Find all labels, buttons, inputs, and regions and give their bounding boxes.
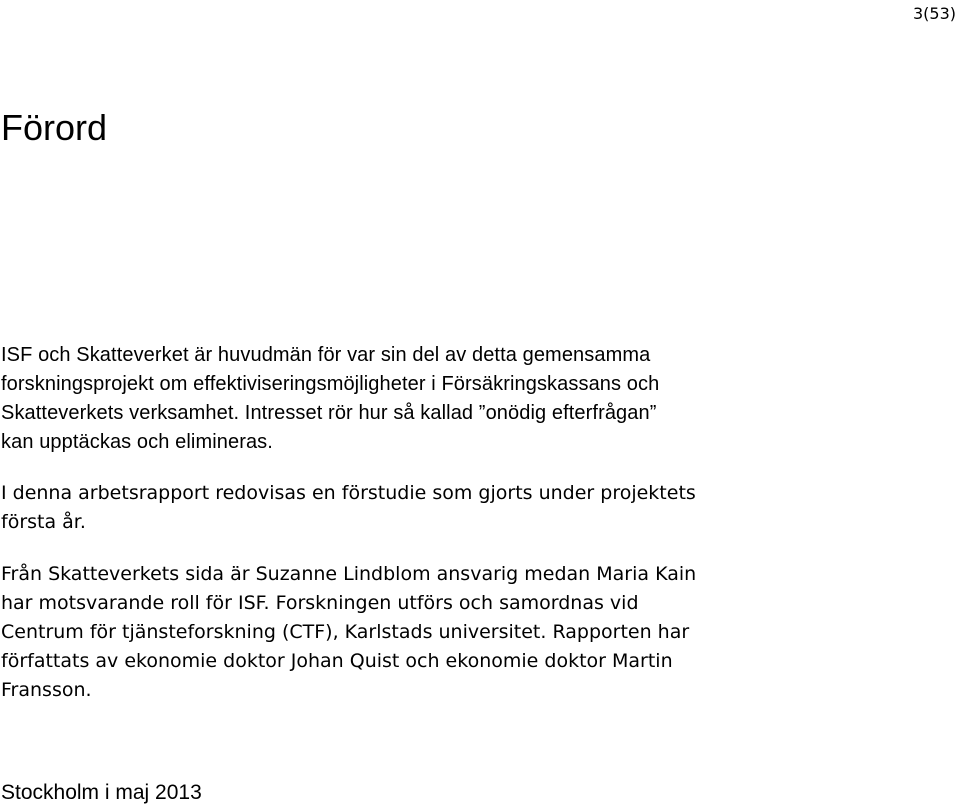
paragraph-line: forskningsprojekt om effektiviseringsmöjligheter i Försäkringskassans och [1, 373, 660, 395]
paragraph-report [1, 479, 791, 537]
paragraph-line: ISF och Skatteverket är huvudmän för var sin del av detta gemensamma [1, 344, 651, 366]
paragraph-line: Skatteverkets verksamhet. Intresset rör hur så kallad ”onödig efterfrågan” [1, 402, 657, 424]
paragraph-line: första år. [1, 511, 86, 533]
page-number: 3(53) [912, 4, 956, 23]
paragraph-line: I denna arbetsrapport redovisas en förstudie som gjorts under projektets [1, 482, 696, 504]
place-date-signature: Stockholm i maj 2013 [1, 781, 202, 804]
paragraph-contributors [1, 560, 791, 705]
paragraph-line: kan upptäckas och elimineras. [1, 431, 273, 453]
paragraph-intro [1, 341, 951, 457]
paragraph-line: har motsvarande roll för ISF. Forskningen utförs och samordnas vid [1, 592, 639, 614]
paragraph-line: Från Skatteverkets sida är Suzanne Lindblom ansvarig medan Maria Kain [1, 563, 697, 585]
page-title: Förord [1, 107, 108, 148]
paragraph-line: Fransson. [1, 679, 92, 701]
paragraph-line: Centrum för tjänsteforskning (CTF), Karlstads universitet. Rapporten har [1, 621, 690, 643]
paragraph-line: författats av ekonomie doktor Johan Quist och ekonomie doktor Martin [1, 650, 673, 672]
